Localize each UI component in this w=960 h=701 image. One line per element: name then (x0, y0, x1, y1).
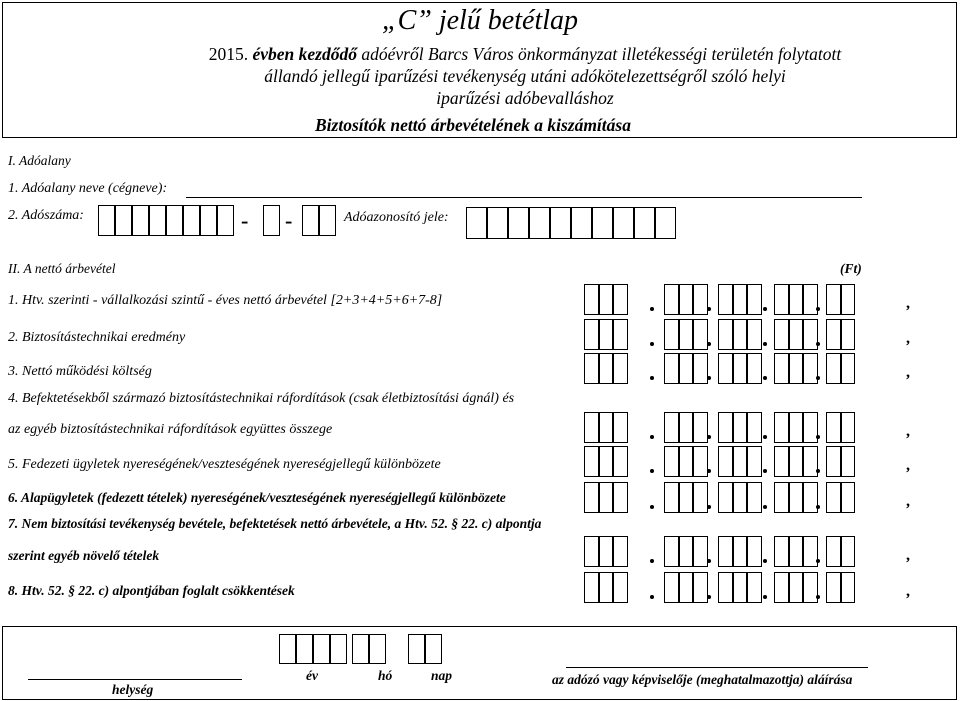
amount-digit-cell[interactable] (774, 536, 789, 567)
amount-digit-cell[interactable] (733, 319, 748, 350)
amount-digit-cell[interactable] (803, 353, 818, 384)
tax-number-cell[interactable] (319, 205, 336, 236)
year-digit-cell[interactable] (279, 634, 296, 664)
amount-digit-cell[interactable] (679, 353, 694, 384)
row-8-label: 8. Htv. 52. § 22. c) alpontjában foglalt csökkentések (8, 583, 295, 598)
amount-digit-cell[interactable] (789, 482, 804, 513)
amount-digit-cell[interactable] (747, 412, 762, 443)
amount-digit-cell[interactable] (599, 284, 614, 315)
amount-digit-cell[interactable] (584, 536, 599, 567)
amount-digit-cell[interactable] (613, 412, 628, 443)
amount-digit-cell[interactable] (584, 319, 599, 350)
amount-digit-cell[interactable] (826, 319, 841, 350)
tax-id-cell[interactable] (550, 207, 571, 239)
day-digit-cell[interactable] (408, 634, 425, 664)
amount-digit-cell[interactable] (599, 353, 614, 384)
row-4-label: 4. Befektetésekből származó biztosítástechnikai ráfordítások (csak életbiztosítási ágnál) és (8, 391, 515, 406)
thousands-separator-dot (707, 307, 711, 311)
header-line-1 (0, 44, 960, 64)
thousands-separator-dot (816, 559, 820, 563)
amount-digit-cell[interactable] (599, 482, 614, 513)
signature-label: az adózó vagy képviselője (meghatalmazottja) aláírása (552, 672, 853, 687)
tax-number-cell[interactable] (263, 205, 280, 236)
amount-digit-cell[interactable] (718, 536, 733, 567)
amount-digit-cell[interactable] (599, 412, 614, 443)
amount-digit-cell[interactable] (613, 446, 628, 477)
amount-digit-cell[interactable] (664, 446, 679, 477)
amount-digit-cell[interactable] (826, 353, 841, 384)
header-line-2: állandó jellegű iparűzési tevékenység utáni adókötelezettségről szóló helyi (264, 66, 786, 86)
thousands-separator-dot (763, 342, 767, 346)
row-2-label: 2. Biztosítástechnikai eredmény (8, 330, 186, 345)
amount-digit-cell[interactable] (693, 353, 708, 384)
amount-digit-cell[interactable] (693, 482, 708, 513)
row-7b-label: szerint egyéb növelő tételek (8, 548, 160, 563)
tax-number-cell[interactable] (302, 205, 319, 236)
amount-digit-cell[interactable] (803, 572, 818, 603)
amount-digit-cell[interactable] (664, 319, 679, 350)
thousands-separator-dot (650, 505, 654, 509)
amount-digit-cell[interactable] (679, 412, 694, 443)
amount-digit-cell[interactable] (774, 482, 789, 513)
tax-number-label: 2. Adószáma: (8, 208, 84, 223)
amount-digit-cell[interactable] (584, 482, 599, 513)
row-4b-label: az egyéb biztosítástechnikai ráfordítások együttes összege (8, 422, 333, 437)
tax-id-cell[interactable] (655, 207, 676, 239)
amount-digit-cell[interactable] (747, 482, 762, 513)
thousands-separator-dot (650, 435, 654, 439)
amount-digit-cell[interactable] (747, 353, 762, 384)
tax-number-cell[interactable] (115, 205, 132, 236)
thousands-separator-dot (650, 559, 654, 563)
year-digit-cell[interactable] (313, 634, 330, 664)
day-label: nap (431, 668, 453, 683)
name-label: 1. Adóalany neve (cégneve): (8, 181, 168, 196)
amount-digit-cell[interactable] (693, 284, 708, 315)
tax-id-cell[interactable] (466, 207, 487, 239)
amount-digit-cell[interactable] (774, 412, 789, 443)
amount-digit-cell[interactable] (789, 536, 804, 567)
tax-id-cell[interactable] (529, 207, 550, 239)
tax-number-cell[interactable] (98, 205, 115, 236)
thousands-separator-dot (707, 595, 711, 599)
tax-number-dash-2: - (285, 208, 293, 233)
amount-digit-cell[interactable] (599, 572, 614, 603)
decimal-comma: , (906, 364, 910, 381)
thousands-separator-dot (707, 469, 711, 473)
thousands-separator-dot (816, 307, 820, 311)
amount-digit-cell[interactable] (803, 319, 818, 350)
amount-digit-cell[interactable] (693, 319, 708, 350)
amount-digit-cell[interactable] (826, 412, 841, 443)
amount-digit-cell[interactable] (613, 482, 628, 513)
row-6-label: 6. Alapügyletek (fedezett tételek) nyereségének/veszteségének nyereségjellegű különbözete (8, 490, 506, 505)
thousands-separator-dot (650, 376, 654, 380)
amount-digit-cell[interactable] (718, 572, 733, 603)
decimal-comma: , (906, 583, 910, 600)
amount-digit-cell[interactable] (841, 353, 856, 384)
amount-digit-cell[interactable] (718, 353, 733, 384)
thousands-separator-dot (707, 376, 711, 380)
tax-number-cell[interactable] (149, 205, 166, 236)
amount-digit-cell[interactable] (693, 446, 708, 477)
signature-line[interactable] (566, 667, 868, 668)
amount-digit-cell[interactable] (679, 536, 694, 567)
amount-digit-cell[interactable] (693, 572, 708, 603)
amount-digit-cell[interactable] (584, 572, 599, 603)
place-label: helység (112, 682, 154, 697)
thousands-separator-dot (816, 435, 820, 439)
amount-digit-cell[interactable] (841, 412, 856, 443)
amount-digit-cell[interactable] (826, 536, 841, 567)
decimal-comma: , (906, 457, 910, 474)
amount-digit-cell[interactable] (584, 353, 599, 384)
header-year: 2015. (208, 44, 253, 64)
amount-digit-cell[interactable] (733, 353, 748, 384)
amount-digit-cell[interactable] (789, 284, 804, 315)
amount-digit-cell[interactable] (803, 446, 818, 477)
thousands-separator-dot (707, 342, 711, 346)
amount-digit-cell[interactable] (679, 482, 694, 513)
amount-digit-cell[interactable] (733, 412, 748, 443)
tax-id-cell[interactable] (487, 207, 508, 239)
amount-digit-cell[interactable] (584, 284, 599, 315)
amount-digit-cell[interactable] (613, 536, 628, 567)
section-1-heading: I. Adóalany (8, 153, 71, 168)
amount-digit-cell[interactable] (826, 284, 841, 315)
amount-digit-cell[interactable] (664, 412, 679, 443)
amount-digit-cell[interactable] (733, 284, 748, 315)
amount-digit-cell[interactable] (613, 284, 628, 315)
tax-number-cell[interactable] (200, 205, 217, 236)
amount-digit-cell[interactable] (584, 446, 599, 477)
thousands-separator-dot (763, 469, 767, 473)
thousands-separator-dot (816, 469, 820, 473)
tax-number-cell[interactable] (217, 205, 234, 236)
thousands-separator-dot (707, 435, 711, 439)
tax-id-cell[interactable] (613, 207, 634, 239)
year-label: év (306, 668, 318, 683)
amount-digit-cell[interactable] (693, 412, 708, 443)
amount-digit-cell[interactable] (774, 446, 789, 477)
thousands-separator-dot (707, 505, 711, 509)
amount-digit-cell[interactable] (803, 482, 818, 513)
month-label: hó (378, 668, 393, 683)
amount-digit-cell[interactable] (599, 446, 614, 477)
amount-digit-cell[interactable] (747, 319, 762, 350)
amount-digit-cell[interactable] (679, 446, 694, 477)
amount-digit-cell[interactable] (613, 353, 628, 384)
amount-digit-cell[interactable] (774, 572, 789, 603)
amount-digit-cell[interactable] (841, 572, 856, 603)
row-1-label: 1. Htv. szerinti - vállalkozási szintű - éves nettó árbevétel [2+3+4+5+6+7-8] (8, 293, 443, 308)
tax-number-cell[interactable] (132, 205, 149, 236)
amount-digit-cell[interactable] (774, 284, 789, 315)
amount-digit-cell[interactable] (718, 284, 733, 315)
thousands-separator-dot (650, 307, 654, 311)
tax-id-label: Adóazonosító jele: (344, 210, 449, 225)
amount-digit-cell[interactable] (789, 319, 804, 350)
tax-id-cell[interactable] (592, 207, 613, 239)
year-digit-cell[interactable] (330, 634, 347, 664)
header-subtitle: Biztosítók nettó árbevételének a kiszámítása (315, 115, 631, 135)
amount-digit-cell[interactable] (789, 446, 804, 477)
amount-digit-cell[interactable] (733, 446, 748, 477)
thousands-separator-dot (816, 376, 820, 380)
amount-digit-cell[interactable] (841, 319, 856, 350)
thousands-separator-dot (763, 505, 767, 509)
thousands-separator-dot (763, 307, 767, 311)
thousands-separator-dot (763, 559, 767, 563)
amount-digit-cell[interactable] (718, 482, 733, 513)
header-line-1-rest: adóévről Barcs Város önkormányzat illetékességi területén folytatott (357, 44, 842, 64)
month-digit-cell[interactable] (352, 634, 369, 664)
amount-digit-cell[interactable] (613, 572, 628, 603)
thousands-separator-dot (650, 595, 654, 599)
amount-digit-cell[interactable] (803, 412, 818, 443)
tax-id-cell[interactable] (508, 207, 529, 239)
header-emphasis: évben kezdődő (252, 44, 357, 64)
amount-digit-cell[interactable] (841, 446, 856, 477)
decimal-comma: , (906, 547, 910, 564)
tax-id-cell[interactable] (571, 207, 592, 239)
amount-digit-cell[interactable] (841, 482, 856, 513)
amount-digit-cell[interactable] (747, 536, 762, 567)
thousands-separator-dot (763, 376, 767, 380)
decimal-comma: , (906, 493, 910, 510)
amount-digit-cell[interactable] (679, 284, 694, 315)
thousands-separator-dot (650, 342, 654, 346)
amount-digit-cell[interactable] (718, 446, 733, 477)
amount-digit-cell[interactable] (789, 412, 804, 443)
amount-digit-cell[interactable] (789, 353, 804, 384)
amount-digit-cell[interactable] (679, 319, 694, 350)
thousands-separator-dot (763, 595, 767, 599)
row-5-label: 5. Fedezeti ügyletek nyereségének/veszteségének nyereségjellegű különbözete (8, 457, 441, 472)
amount-digit-cell[interactable] (841, 536, 856, 567)
thousands-separator-dot (816, 595, 820, 599)
amount-digit-cell[interactable] (613, 319, 628, 350)
amount-digit-cell[interactable] (718, 412, 733, 443)
amount-digit-cell[interactable] (747, 284, 762, 315)
amount-digit-cell[interactable] (584, 412, 599, 443)
amount-digit-cell[interactable] (599, 319, 614, 350)
amount-digit-cell[interactable] (733, 482, 748, 513)
amount-digit-cell[interactable] (789, 572, 804, 603)
tax-number-cell[interactable] (166, 205, 183, 236)
amount-digit-cell[interactable] (693, 536, 708, 567)
amount-digit-cell[interactable] (803, 284, 818, 315)
row-3-label: 3. Nettó működési költség (8, 364, 152, 379)
amount-digit-cell[interactable] (826, 482, 841, 513)
row-7-label: 7. Nem biztosítási tevékenység bevétele, befektetések nettó árbevétele, a Htv. 52. § 22. c) alpontja (8, 516, 542, 531)
year-digit-cell[interactable] (296, 634, 313, 664)
amount-digit-cell[interactable] (826, 572, 841, 603)
thousands-separator-dot (816, 505, 820, 509)
amount-digit-cell[interactable] (803, 536, 818, 567)
decimal-comma: , (906, 330, 910, 347)
amount-digit-cell[interactable] (774, 319, 789, 350)
amount-digit-cell[interactable] (679, 572, 694, 603)
decimal-comma: , (906, 295, 910, 312)
tax-number-dash-1: - (241, 208, 249, 233)
month-digit-cell[interactable] (369, 634, 386, 664)
amount-digit-cell[interactable] (774, 353, 789, 384)
page-title: „C” jelű betétlap (382, 5, 578, 36)
day-digit-cell[interactable] (425, 634, 442, 664)
header-line-3: iparűzési adóbevalláshoz (436, 88, 614, 108)
place-line[interactable] (28, 679, 242, 680)
amount-digit-cell[interactable] (599, 536, 614, 567)
amount-digit-cell[interactable] (664, 353, 679, 384)
decimal-comma: , (906, 423, 910, 440)
amount-digit-cell[interactable] (733, 536, 748, 567)
amount-digit-cell[interactable] (747, 572, 762, 603)
amount-digit-cell[interactable] (664, 572, 679, 603)
amount-digit-cell[interactable] (718, 319, 733, 350)
name-field-line[interactable] (186, 197, 862, 198)
amount-digit-cell[interactable] (664, 284, 679, 315)
amount-digit-cell[interactable] (747, 446, 762, 477)
amount-digit-cell[interactable] (664, 482, 679, 513)
amount-digit-cell[interactable] (826, 446, 841, 477)
section-2-heading: II. A nettó árbevétel (8, 261, 116, 276)
thousands-separator-dot (816, 342, 820, 346)
amount-digit-cell[interactable] (664, 536, 679, 567)
thousands-separator-dot (763, 435, 767, 439)
thousands-separator-dot (707, 559, 711, 563)
thousands-separator-dot (650, 469, 654, 473)
tax-id-cell[interactable] (634, 207, 655, 239)
tax-number-cell[interactable] (183, 205, 200, 236)
amount-digit-cell[interactable] (841, 284, 856, 315)
unit-label: (Ft) (840, 261, 862, 276)
amount-digit-cell[interactable] (733, 572, 748, 603)
